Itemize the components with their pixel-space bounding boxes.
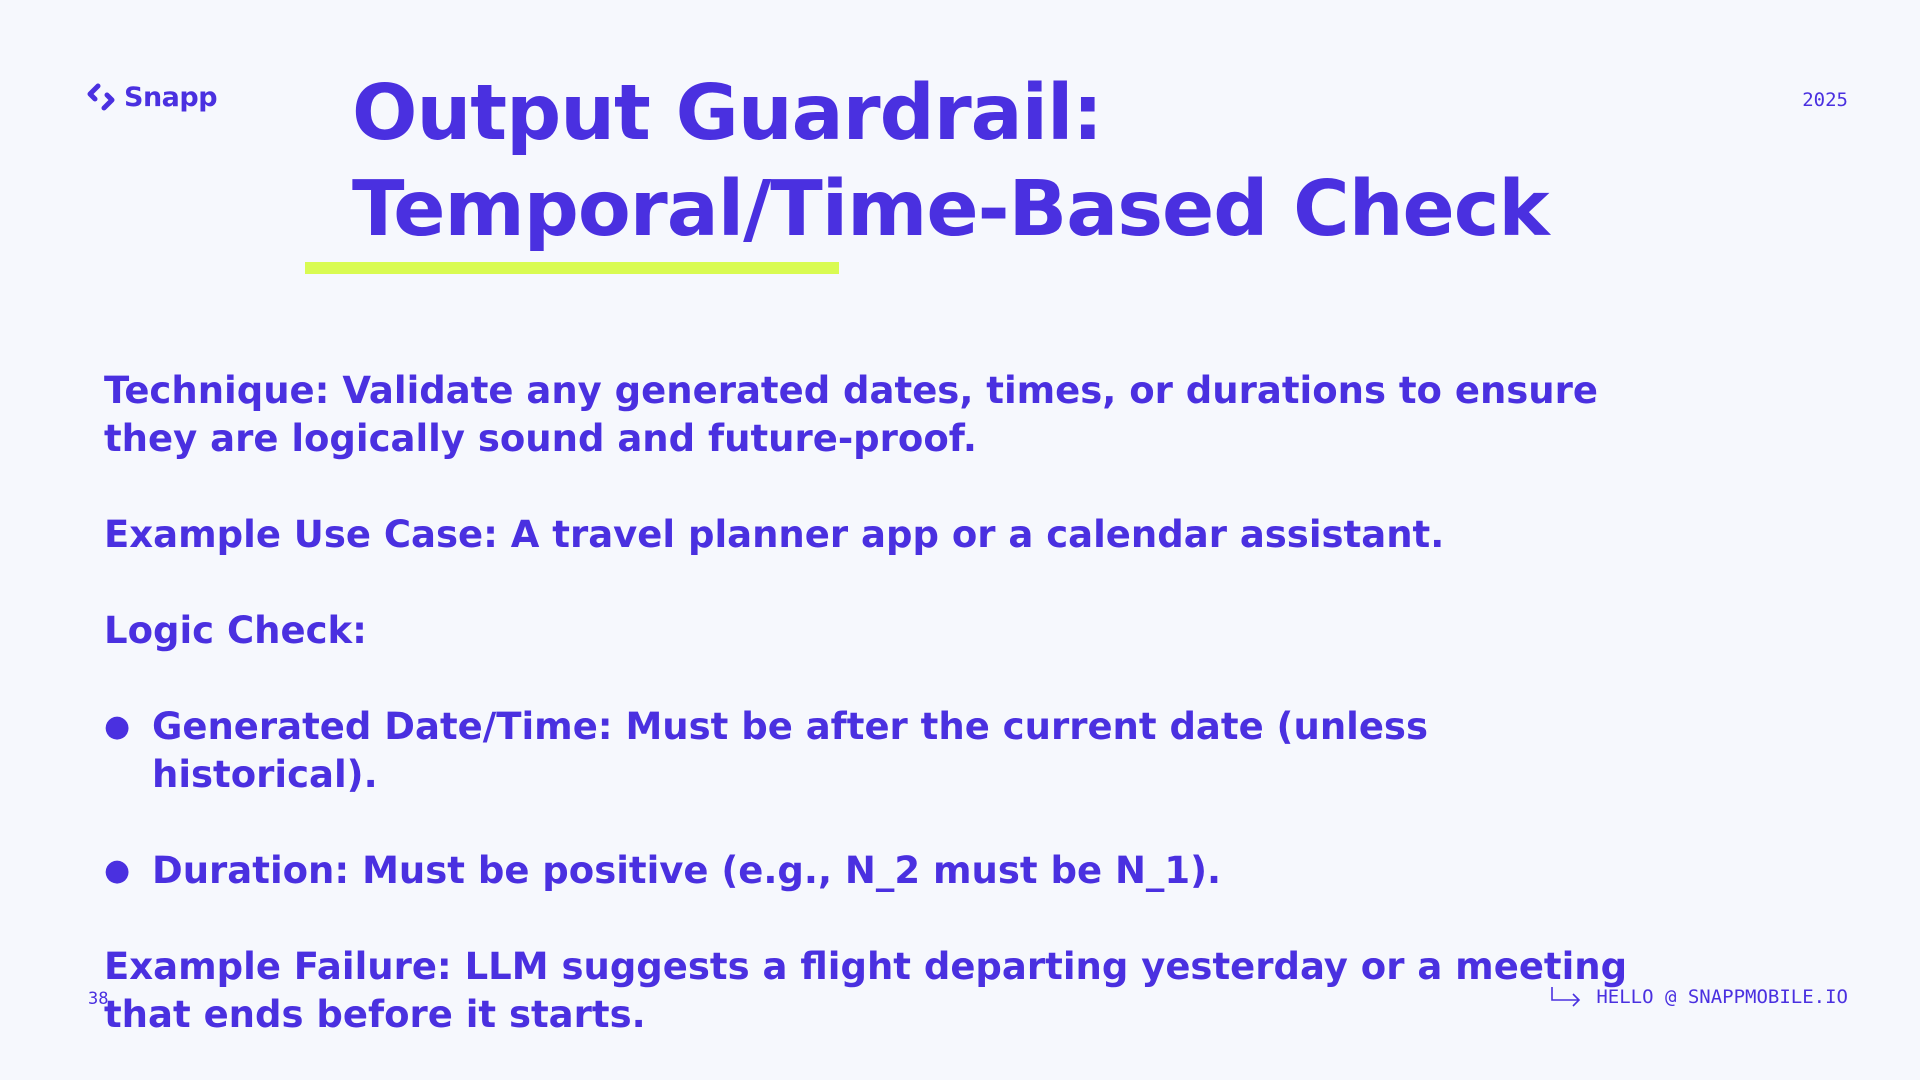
bullet-dot-icon: ●	[104, 709, 131, 744]
bullet-line-2: historical).	[152, 753, 378, 796]
bullet-dot-icon: ●	[104, 853, 131, 888]
corner-arrow-icon	[1550, 986, 1582, 1008]
page-number: 38	[88, 989, 109, 1009]
bullet-line-1: Generated Date/Time: Must be after the current date (unless	[152, 705, 1428, 748]
snapp-chevrons-icon	[86, 83, 116, 111]
spacer	[104, 799, 1624, 847]
brand-logo	[86, 80, 217, 114]
technique-line-1: Technique: Validate any generated dates, times, or durations to ensure	[104, 369, 1598, 412]
year-label: 2025	[1802, 89, 1848, 111]
contact-footer[interactable]	[1550, 986, 1848, 1008]
bullet-line-1: Duration: Must be positive (e.g., N_2 must be N_1).	[152, 849, 1222, 892]
spacer	[104, 895, 1624, 943]
technique-line-2: they are logically sound and future-proof.	[104, 417, 977, 460]
bullet-item-duration	[104, 847, 1624, 895]
slide-body	[104, 367, 1628, 1039]
use-case-text: Example Use Case: A travel planner app or a calendar assistant.	[104, 513, 1445, 556]
slide-title-line-1: Output Guardrail:	[352, 69, 1103, 158]
slide-title	[352, 66, 1549, 258]
contact-email[interactable]: HELLO @ SNAPPMOBILE.IO	[1596, 986, 1848, 1008]
brand-name: Snapp	[124, 81, 218, 113]
spacer	[104, 463, 1624, 511]
slide-title-line-2: Temporal/Time-Based Check	[352, 165, 1549, 254]
spacer	[104, 559, 1624, 607]
failure-line-1: Example Failure: LLM suggests a flight departing yesterday or a meeting	[104, 945, 1628, 988]
bullet-item-date-time	[104, 703, 1624, 799]
failure-line-2: that ends before it starts.	[104, 993, 646, 1036]
spacer	[104, 655, 1624, 703]
logic-check-heading: Logic Check:	[104, 609, 367, 652]
title-accent-underline	[305, 262, 839, 274]
